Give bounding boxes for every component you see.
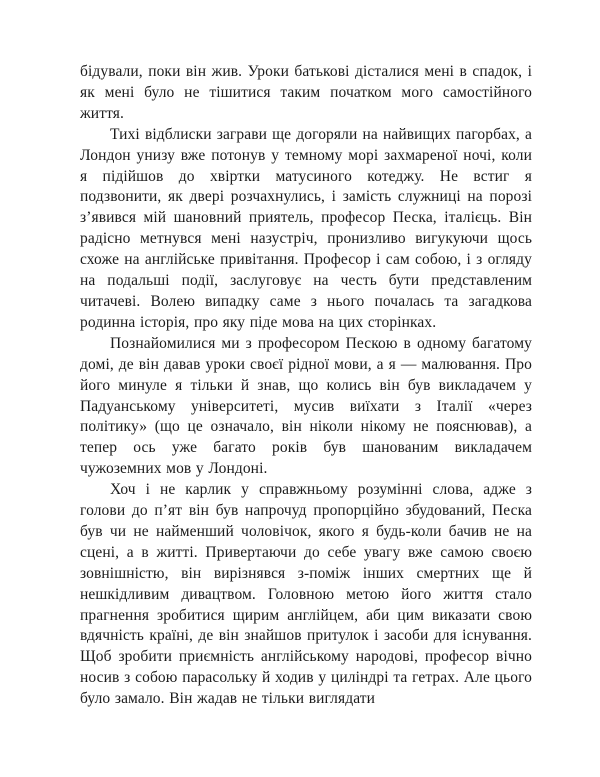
- paragraph: Тихі відблиски заграви ще догоряли на найвищих пагорбах, а Лондон унизу вже потонув у темному морі захмареної ночі, коли я підійшов до хвіртки матусиного котеджу. Не встиг я подзвонити, як двері розчахнулись, і замість служниці на порозі з’явився мій шановний приятель, професор Песка, італієць. Він радісно метнувся мені назустріч, пронизливо вигукуючи щось схоже на англійське привітання. Професор і сам собою, і з огляду на подальші події, заслуговує на честь бути представленим читачеві. Волею випадку саме з нього почалась та загадкова родинна історія, про яку піде мова на цих сторінках.: [80, 125, 532, 331]
- paragraph: Хоч і не карлик у справжньому розумінні слова, адже з голови до п’ят він був напрочуд пропорційно збудований, Песка був чи не найменший чоловічок, якого я будь-коли бачив не на сцені, а в житті. Привертаючи до себе увагу вже самою своєю зовнішністю, він вирізнявся з-поміж інших смертних ще й нешкідливим дивацтвом. Головною метою його життя стало прагнення зробитися щирим англійцем, аби цим виказати свою вдячність країні, де він знайшов притулок і засоби для існування. Щоб зробити приємність англійському народові, професор вічно носив з собою парасольку й ходив у циліндрі та гетрах. Але цього було замало. Він жадав не тільки виглядати: [80, 481, 532, 708]
- paragraph-continuation: бідували, поки він жив. Уроки батькові дісталися мені в спадок, і як мені було не тішитися таким початком мого самостійного життя.: [80, 63, 532, 122]
- paragraph: Познайомилися ми з професором Пескою в одному багатому домі, де він давав уроки своєї рідної мови, а я — малювання. Про його минуле я тільки й знав, що колись він був викладачем у Падуанському університеті, мусив виїхати з Італії «через політику» (що це означало, він ніколи нікому не пояснював), а тепер ось уже багато років був шанованим викладачем чужоземних мов у Лондоні.: [80, 334, 532, 478]
